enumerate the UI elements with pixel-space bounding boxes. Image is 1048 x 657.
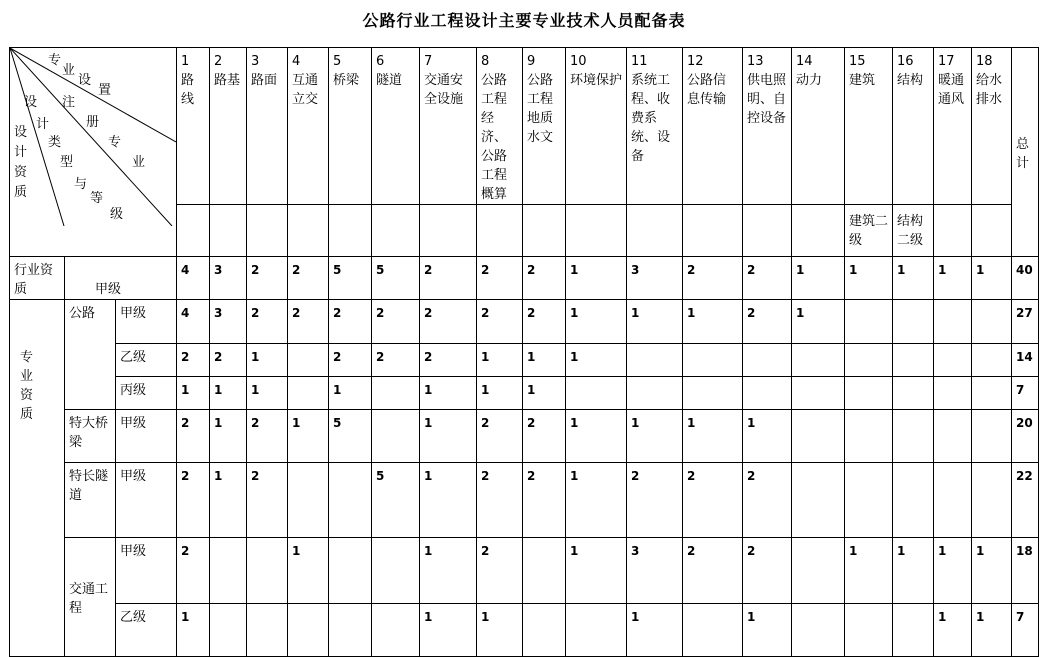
cell-total: 27 [1012,300,1039,344]
cell-value: 1 [743,410,792,463]
cell-value: 2 [210,344,247,377]
cell-value [972,463,1012,538]
column-label: 供电照明、自控设备 [747,73,787,126]
corner-label-mid-2: 注 [62,95,76,110]
cell-value [893,300,934,344]
cell-value: 2 [247,300,288,344]
cell-value: 2 [743,300,792,344]
column-label: 公路工程经济、公路工程概算 [481,73,508,202]
cell-value: 1 [210,410,247,463]
grade-label: 丙级 [116,377,177,410]
cell-value [743,344,792,377]
cell-value: 1 [288,538,329,604]
cell-value [845,344,893,377]
cell-value: 1 [177,377,210,410]
corner-label-left-5: 与 [74,177,88,192]
column-subheader-13 [743,205,792,257]
cell-value [845,377,893,410]
cell-value [845,410,893,463]
column-label: 系统工程、收费系统、设备 [631,73,671,164]
cell-value [934,377,972,410]
cell-value: 1 [972,257,1012,300]
cell-value: 2 [523,463,566,538]
cell-value: 1 [845,257,893,300]
cell-value: 2 [372,300,420,344]
cell-value [792,463,845,538]
cell-value: 1 [934,538,972,604]
corner-label-top-2: 业 [62,63,76,78]
cell-value [845,463,893,538]
cell-value [372,604,420,657]
column-header-1 [177,48,210,205]
cell-value [792,538,845,604]
column-label: 动力 [796,73,823,88]
corner-label-mid-8: 业 [132,155,146,170]
column-label: 公路工程地质水文 [527,73,554,145]
cell-value [372,538,420,604]
cell-value: 1 [477,604,523,657]
cell-value [627,377,683,410]
column-header-13 [743,48,792,205]
cell-value: 1 [420,604,477,657]
cell-value: 1 [566,410,627,463]
cell-total: 40 [1012,257,1039,300]
cell-value: 5 [372,463,420,538]
cell-value: 1 [972,604,1012,657]
corner-label-left-2: 计 [14,145,28,160]
cell-value [972,410,1012,463]
cell-value: 2 [477,257,523,300]
column-number: 18 [976,54,993,69]
cell-value [845,300,893,344]
corner-label-left-6: 等 [90,191,104,206]
cell-value [247,604,288,657]
cell-value: 4 [177,300,210,344]
column-number: 10 [570,54,587,69]
professional-row [10,538,1039,604]
column-header-12 [683,48,743,205]
column-label: 公路信息传输 [687,73,727,107]
cell-value: 2 [247,257,288,300]
professional-row [10,604,1039,657]
cell-total: 20 [1012,410,1039,463]
column-label: 桥梁 [333,73,360,88]
column-header-16 [893,48,934,205]
cell-value: 1 [792,257,845,300]
cell-value [934,344,972,377]
cell-value: 2 [177,538,210,604]
professional-label [10,300,65,657]
cell-value [743,377,792,410]
cell-value: 1 [566,538,627,604]
cell-value [683,344,743,377]
cell-value: 3 [627,538,683,604]
column-header-7 [420,48,477,205]
professional-row [10,410,1039,463]
grade-label: 乙级 [116,344,177,377]
industry-grade: 甲级 [65,257,177,300]
column-number: 8 [481,54,490,69]
corner-label-mid-5: 类 [48,135,62,150]
column-subheader-12 [683,205,743,257]
corner-label-left-3: 资 [14,165,28,180]
corner-label-mid-4: 计 [36,117,50,132]
grade-label: 乙级 [116,604,177,657]
cell-value: 2 [523,257,566,300]
column-header-10 [566,48,627,205]
grade-label: 甲级 [116,300,177,344]
column-label: 环境保护 [570,73,623,88]
cell-value [210,538,247,604]
cell-value: 5 [329,410,372,463]
column-header-9 [523,48,566,205]
column-subheader-17 [934,205,972,257]
column-number: 15 [849,54,866,69]
cell-value: 2 [420,300,477,344]
cell-value: 2 [743,538,792,604]
cell-value [288,377,329,410]
cell-value: 2 [177,410,210,463]
column-subheader-1 [177,205,210,257]
corner-label-top-1: 专 [48,53,62,68]
cell-value [329,604,372,657]
cell-value: 2 [683,463,743,538]
cell-value: 1 [845,538,893,604]
cell-value: 2 [288,257,329,300]
cell-value [893,604,934,657]
cell-value: 1 [566,463,627,538]
column-label: 交通安全设施 [424,73,464,107]
column-label: 给水排水 [976,73,1003,107]
cell-value [893,344,934,377]
cell-value: 1 [420,538,477,604]
cell-value: 1 [972,538,1012,604]
column-number: 7 [424,54,433,69]
column-number: 4 [292,54,301,69]
grade-label: 甲级 [116,538,177,604]
cell-value: 1 [683,410,743,463]
professional-label-text: 专业资质 [20,350,34,422]
column-number: 13 [747,54,764,69]
column-subheader-10 [566,205,627,257]
cell-value [893,410,934,463]
cell-value: 1 [566,344,627,377]
column-number: 17 [938,54,955,69]
grade-label: 甲级 [116,463,177,538]
cell-value: 1 [420,410,477,463]
column-header-8 [477,48,523,205]
column-subheader-8 [477,205,523,257]
cell-value: 1 [288,410,329,463]
cell-value: 1 [210,463,247,538]
cell-value: 2 [477,410,523,463]
cell-value: 2 [177,344,210,377]
cell-value: 1 [792,300,845,344]
cell-value [934,463,972,538]
industry-row [10,257,1039,300]
group-label: 特长隧道 [65,463,116,538]
column-number: 9 [527,54,536,69]
column-number: 16 [897,54,914,69]
corner-label-left-4: 质 [14,185,28,200]
cell-value [792,377,845,410]
corner-label-left-7: 级 [110,207,124,222]
cell-value: 2 [177,463,210,538]
cell-value [372,410,420,463]
column-subheader-5 [329,205,372,257]
total-header: 总计 [1012,48,1039,257]
column-header-17 [934,48,972,205]
cell-value: 1 [683,300,743,344]
cell-value [792,410,845,463]
cell-value: 2 [372,344,420,377]
cell-value: 1 [893,538,934,604]
corner-label-mid-1: 设 [24,95,38,110]
cell-value [288,463,329,538]
group-label: 公路 [65,300,116,410]
corner-label-top-3: 设 [78,73,92,88]
cell-value: 2 [329,300,372,344]
column-label: 暖通通风 [938,73,965,107]
column-number: 2 [214,54,223,69]
cell-value [523,604,566,657]
column-subheader-3 [247,205,288,257]
cell-value: 1 [420,377,477,410]
professional-row [10,377,1039,410]
cell-value: 1 [743,604,792,657]
cell-total: 14 [1012,344,1039,377]
column-subheader-2 [210,205,247,257]
column-number: 5 [333,54,342,69]
column-subheader-4 [288,205,329,257]
cell-value: 2 [247,463,288,538]
page-title: 公路行业工程设计主要专业技术人员配备表 [362,11,686,30]
corner-label-mid-7: 型 [60,155,74,170]
grade-label: 甲级 [116,410,177,463]
professional-row [10,463,1039,538]
column-number: 1 [181,54,190,69]
cell-value: 1 [893,257,934,300]
cell-value: 1 [523,377,566,410]
cell-value [288,344,329,377]
cell-value [972,300,1012,344]
column-subheader-15: 建筑二级 [845,205,893,257]
cell-value: 3 [210,257,247,300]
cell-value [792,604,845,657]
cell-value: 1 [523,344,566,377]
cell-value: 2 [523,300,566,344]
cell-value: 2 [329,344,372,377]
cell-value: 1 [420,463,477,538]
cell-value: 2 [683,257,743,300]
cell-value: 1 [247,377,288,410]
cell-value [683,604,743,657]
cell-value: 2 [627,463,683,538]
cell-value [210,604,247,657]
cell-value: 1 [247,344,288,377]
cell-value: 2 [743,257,792,300]
cell-total: 22 [1012,463,1039,538]
cell-value: 2 [247,410,288,463]
cell-value [288,604,329,657]
column-header-5 [329,48,372,205]
cell-value [372,377,420,410]
professional-row [10,344,1039,377]
cell-value [972,377,1012,410]
cell-value: 1 [329,377,372,410]
cell-value: 5 [372,257,420,300]
cell-value [792,344,845,377]
column-header-15 [845,48,893,205]
cell-value: 1 [210,377,247,410]
cell-value: 2 [477,463,523,538]
column-label: 路基 [214,73,241,88]
column-label: 隧道 [376,73,403,88]
industry-label: 行业资质 [10,257,65,300]
column-number: 6 [376,54,385,69]
cell-value [934,300,972,344]
cell-value [934,410,972,463]
cell-value: 1 [477,377,523,410]
cell-value: 2 [523,410,566,463]
column-label: 路线 [181,73,195,107]
cell-value: 1 [627,300,683,344]
cell-total: 7 [1012,604,1039,657]
cell-value: 2 [420,257,477,300]
professional-row [10,300,1039,344]
cell-value: 2 [743,463,792,538]
cell-total: 7 [1012,377,1039,410]
cell-value [566,377,627,410]
column-header-14 [792,48,845,205]
cell-value [329,463,372,538]
column-header-3 [247,48,288,205]
staff-table [9,47,1039,657]
cell-value: 1 [934,257,972,300]
cell-value: 2 [683,538,743,604]
column-label: 互通立交 [292,73,319,107]
cell-value: 1 [627,604,683,657]
column-subheader-6 [372,205,420,257]
cell-value: 2 [477,300,523,344]
column-label: 建筑 [849,73,876,88]
cell-value [972,344,1012,377]
column-subheader-14 [792,205,845,257]
cell-value [845,604,893,657]
column-subheader-16: 结构二级 [893,205,934,257]
cell-value: 2 [477,538,523,604]
column-label: 路面 [251,73,278,88]
cell-value [627,344,683,377]
cell-value [683,377,743,410]
column-number: 3 [251,54,260,69]
cell-value [329,538,372,604]
cell-value: 2 [288,300,329,344]
column-subheader-7 [420,205,477,257]
column-subheader-11 [627,205,683,257]
column-label: 结构 [897,73,924,88]
column-header-18 [972,48,1012,205]
group-label: 交通工程 [65,538,116,657]
group-label: 特大桥梁 [65,410,116,463]
column-number: 11 [631,54,648,69]
column-header-6 [372,48,420,205]
cell-value: 3 [627,257,683,300]
cell-value [247,538,288,604]
column-number: 14 [796,54,813,69]
cell-value [893,377,934,410]
column-subheader-18 [972,205,1012,257]
cell-value: 3 [210,300,247,344]
cell-value [893,463,934,538]
cell-value: 1 [477,344,523,377]
cell-value [566,604,627,657]
corner-label-mid-3: 册 [86,115,100,130]
column-subheader-9 [523,205,566,257]
cell-value: 1 [566,257,627,300]
corner-label-mid-6: 专 [108,135,122,150]
corner-label-top-4: 置 [98,83,112,98]
cell-value: 5 [329,257,372,300]
cell-value [523,538,566,604]
cell-value: 1 [177,604,210,657]
column-header-11 [627,48,683,205]
column-number: 12 [687,54,704,69]
cell-value: 2 [420,344,477,377]
cell-value: 1 [566,300,627,344]
corner-header [10,48,177,257]
column-header-4 [288,48,329,205]
cell-value: 4 [177,257,210,300]
cell-total: 18 [1012,538,1039,604]
column-header-2 [210,48,247,205]
corner-label-left-1: 设 [14,125,28,140]
cell-value: 1 [627,410,683,463]
cell-value: 1 [934,604,972,657]
